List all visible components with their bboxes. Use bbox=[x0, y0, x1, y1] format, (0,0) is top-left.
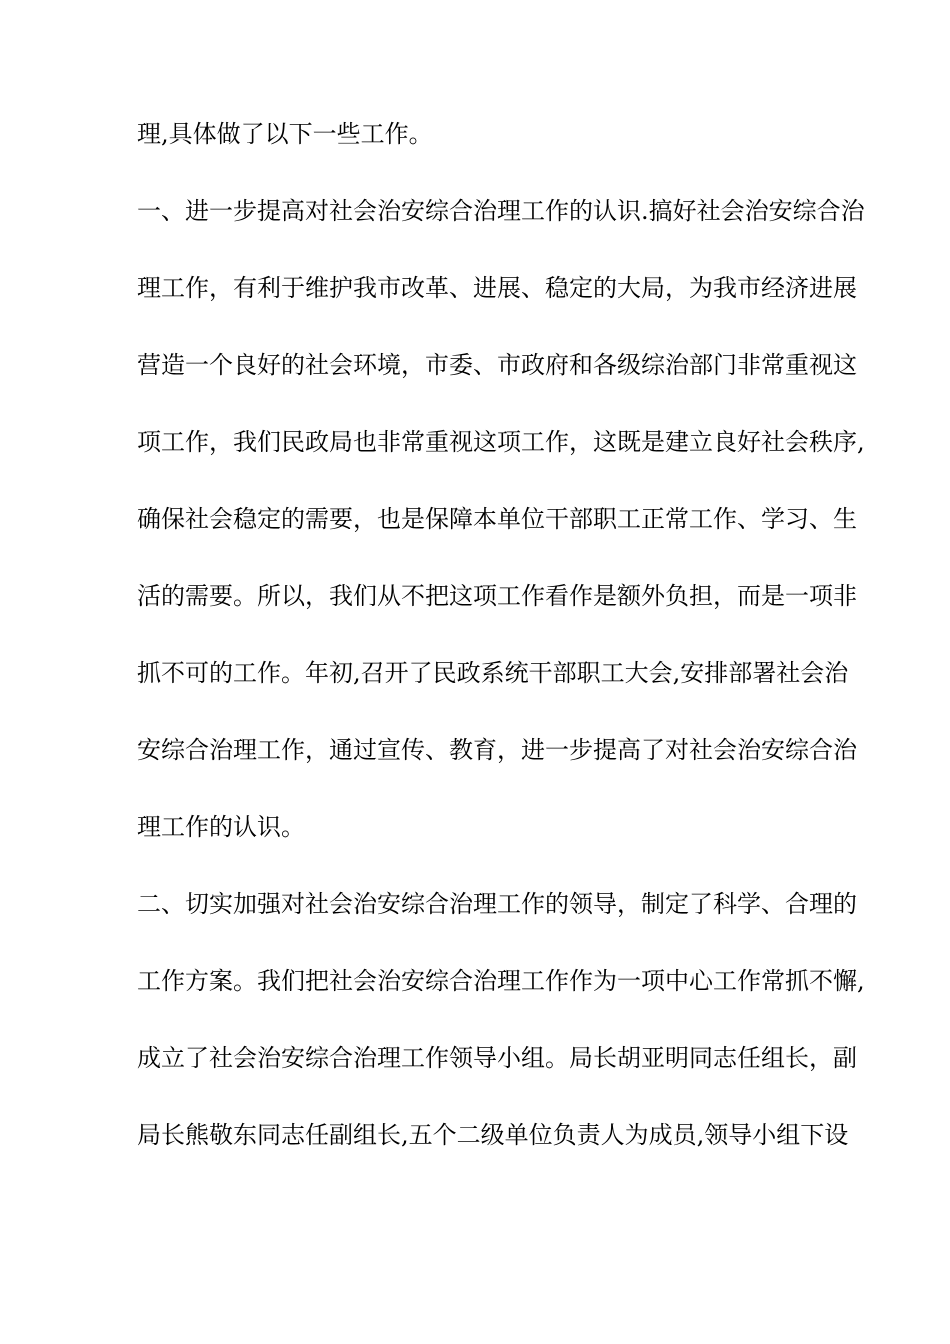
text-line: 工作方案。我们把社会治安综合治理工作作为一项中心工作常抓不懈, bbox=[137, 967, 865, 995]
text-line: 项工作，我们民政局也非常重视这项工作，这既是建立良好社会秩序, bbox=[137, 428, 865, 456]
text-line: 确保社会稳定的需要，也是保障本单位干部职工正常工作、学习、生 bbox=[137, 505, 857, 533]
text-line: 抓不可的工作。年初,召开了民政系统干部职工大会,安排部署社会治 bbox=[137, 659, 849, 687]
text-line: 成立了社会治安综合治理工作领导小组。局长胡亚明同志任组长，副 bbox=[137, 1044, 857, 1072]
text-line: 理工作，有利于维护我市改革、进展、稳定的大局，为我市经济进展 bbox=[137, 274, 857, 302]
text-line: 理,具体做了以下一些工作。 bbox=[137, 120, 433, 148]
text-line: 营造一个良好的社会环境，市委、市政府和各级综治部门非常重视这 bbox=[137, 351, 857, 379]
body-text bbox=[137, 116, 865, 1194]
text-line: 理工作的认识。 bbox=[137, 813, 305, 841]
text-line: 二、切实加强对社会治安综合治理工作的领导，制定了科学、合理的 bbox=[137, 890, 857, 918]
text-line: 局长熊敬东同志任副组长,五个二级单位负责人为成员,领导小组下设 bbox=[137, 1121, 849, 1149]
text-line: 安综合治理工作，通过宣传、教育，进一步提高了对社会治安综合治 bbox=[137, 736, 857, 764]
text-line: 活的需要。所以，我们从不把这项工作看作是额外负担，而是一项非 bbox=[137, 582, 857, 610]
text-line: 一、进一步提高对社会治安综合治理工作的认识.搞好社会治安综合治 bbox=[137, 197, 865, 225]
